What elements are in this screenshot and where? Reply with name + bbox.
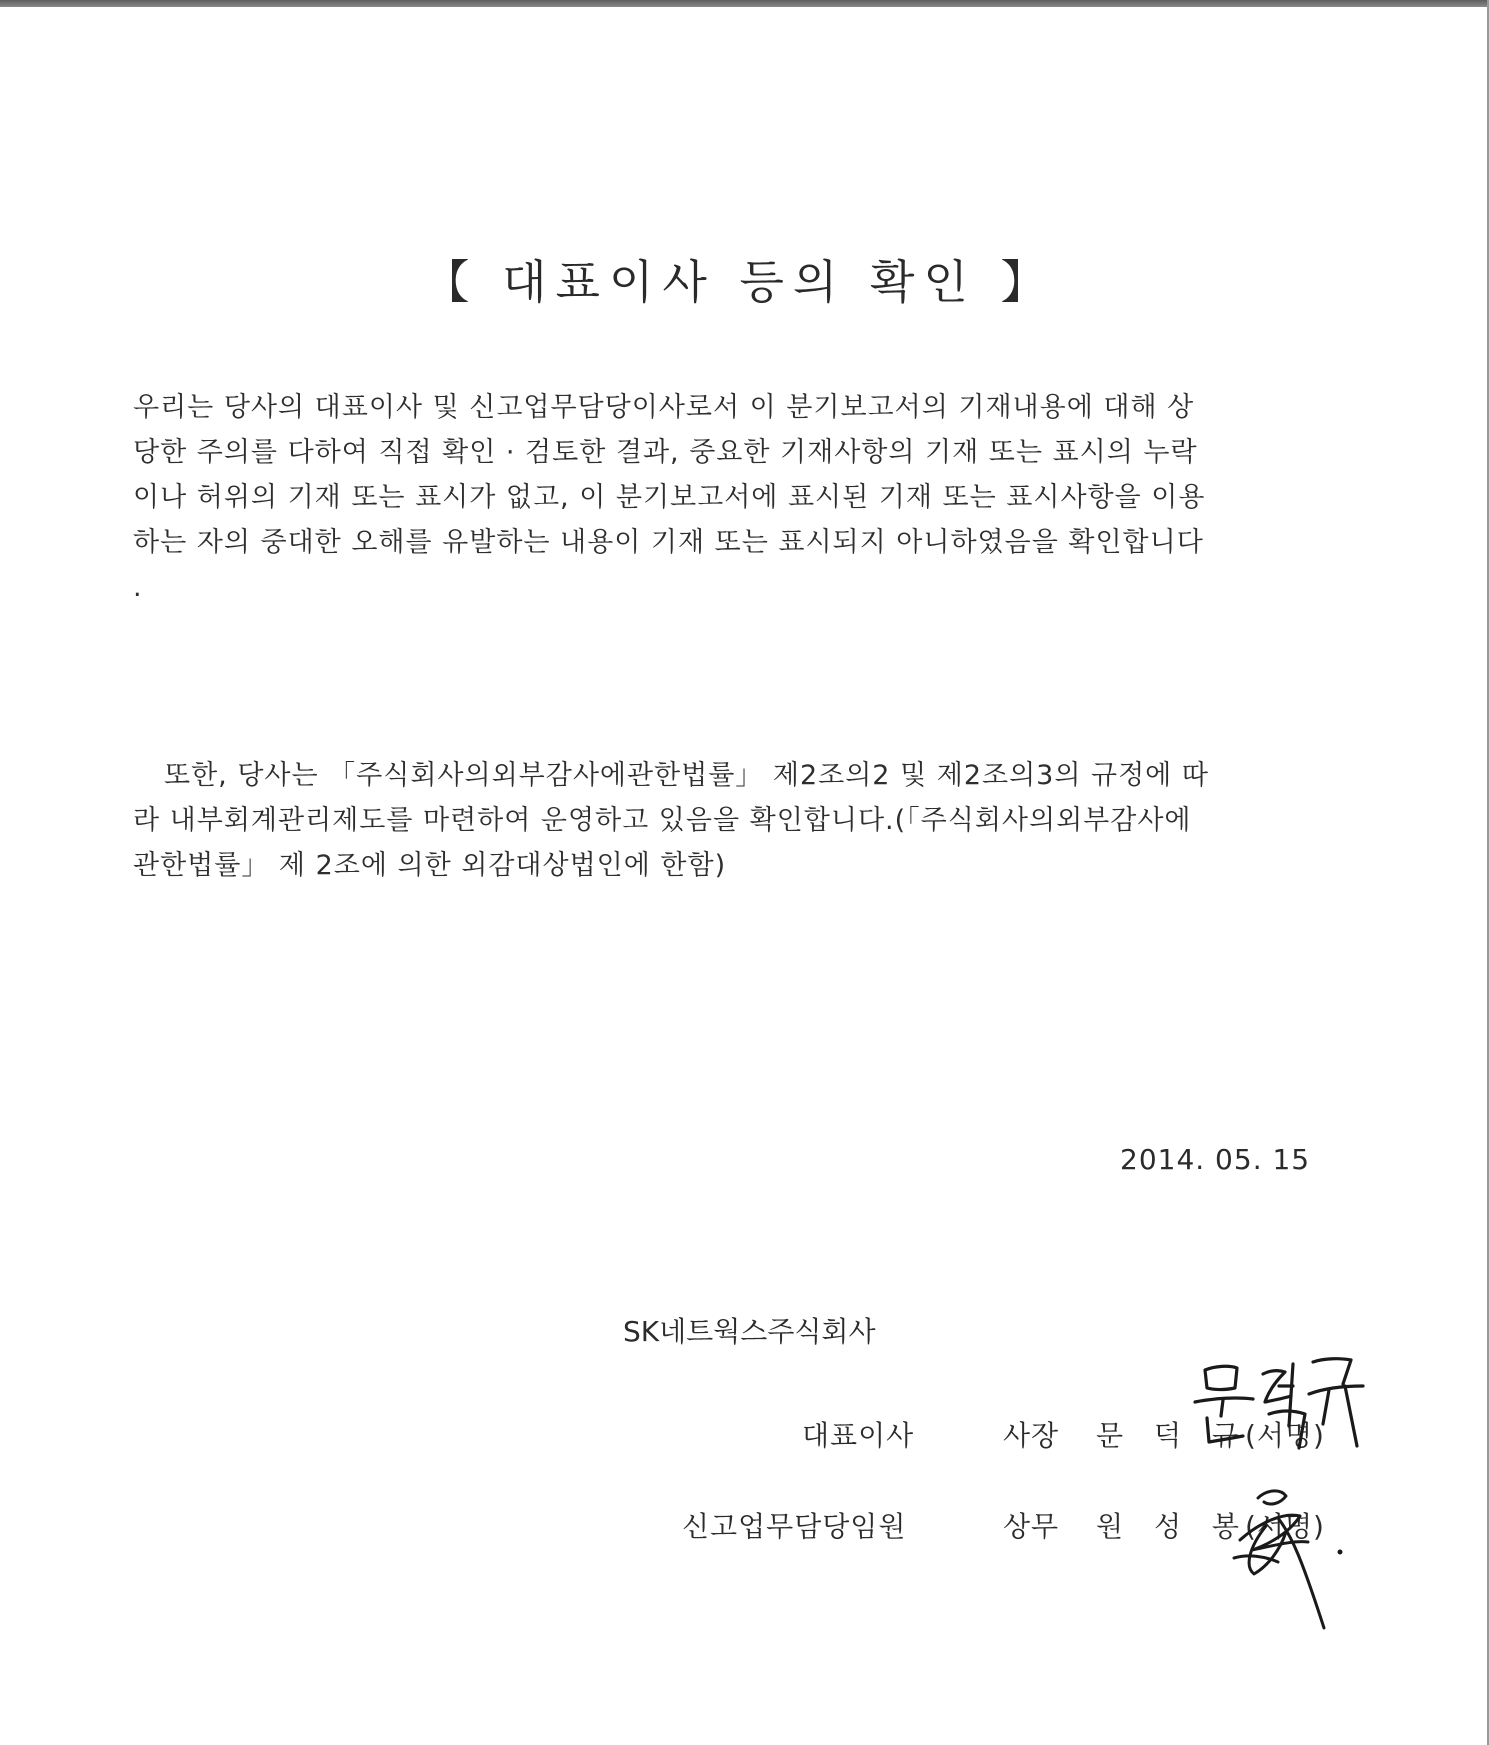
internal-control-paragraph (133, 753, 1333, 888)
officer-position: 상무 (1003, 1510, 1060, 1543)
ceo-sign-label: (서명) (1245, 1419, 1325, 1452)
officer-name: 원 성 봉 (1096, 1510, 1250, 1543)
paragraph-line: 당한 주의를 다하여 직접 확인 · 검토한 결과, 중요한 기재사항의 기재 또는 표시의 누락 (133, 437, 1198, 468)
paragraph-line: . (133, 572, 143, 603)
confirmation-paragraph (133, 385, 1333, 610)
document-date: 2014. 05. 15 (1120, 1143, 1311, 1176)
paragraph-line: 우리는 당사의 대표이사 및 신고업무담당이사로서 이 분기보고서의 기재내용에 대해 상 (133, 392, 1195, 423)
officer-signature (1220, 1470, 1360, 1640)
paragraph-line: 또한, 당사는 「주식회사의외부감사에관한법률」 제2조의2 및 제2조의3의 규정에 따 (164, 760, 1209, 791)
paragraph-line: 이나 허위의 기재 또는 표시가 없고, 이 분기보고서에 표시된 기재 또는 표시사항을 이용 (133, 482, 1206, 513)
paragraph-line: 라 내부회계관리제도를 마련하여 운영하고 있음을 확인합니다.(「주식회사의외부감사에 (133, 805, 1192, 836)
ceo-position: 사장 (1003, 1419, 1060, 1452)
ceo-role: 대표이사 (802, 1419, 915, 1452)
officer-role: 신고업무담당임원 (682, 1510, 907, 1543)
document-title: 【 대표이사 등의 확인 】 (423, 255, 1056, 309)
paragraph-line: 관한법률」 제 2조에 의한 외감대상법인에 한함) (133, 850, 727, 881)
ceo-name: 문 덕 규 (1096, 1419, 1250, 1452)
officer-sign-label: (서명) (1245, 1510, 1325, 1543)
scan-top-edge (0, 0, 1489, 7)
paragraph-line: 하는 자의 중대한 오해를 유발하는 내용이 기재 또는 표시되지 아니하였음을 확인합니다 (133, 527, 1204, 558)
company-name: SK네트웍스주식회사 (623, 1315, 876, 1348)
